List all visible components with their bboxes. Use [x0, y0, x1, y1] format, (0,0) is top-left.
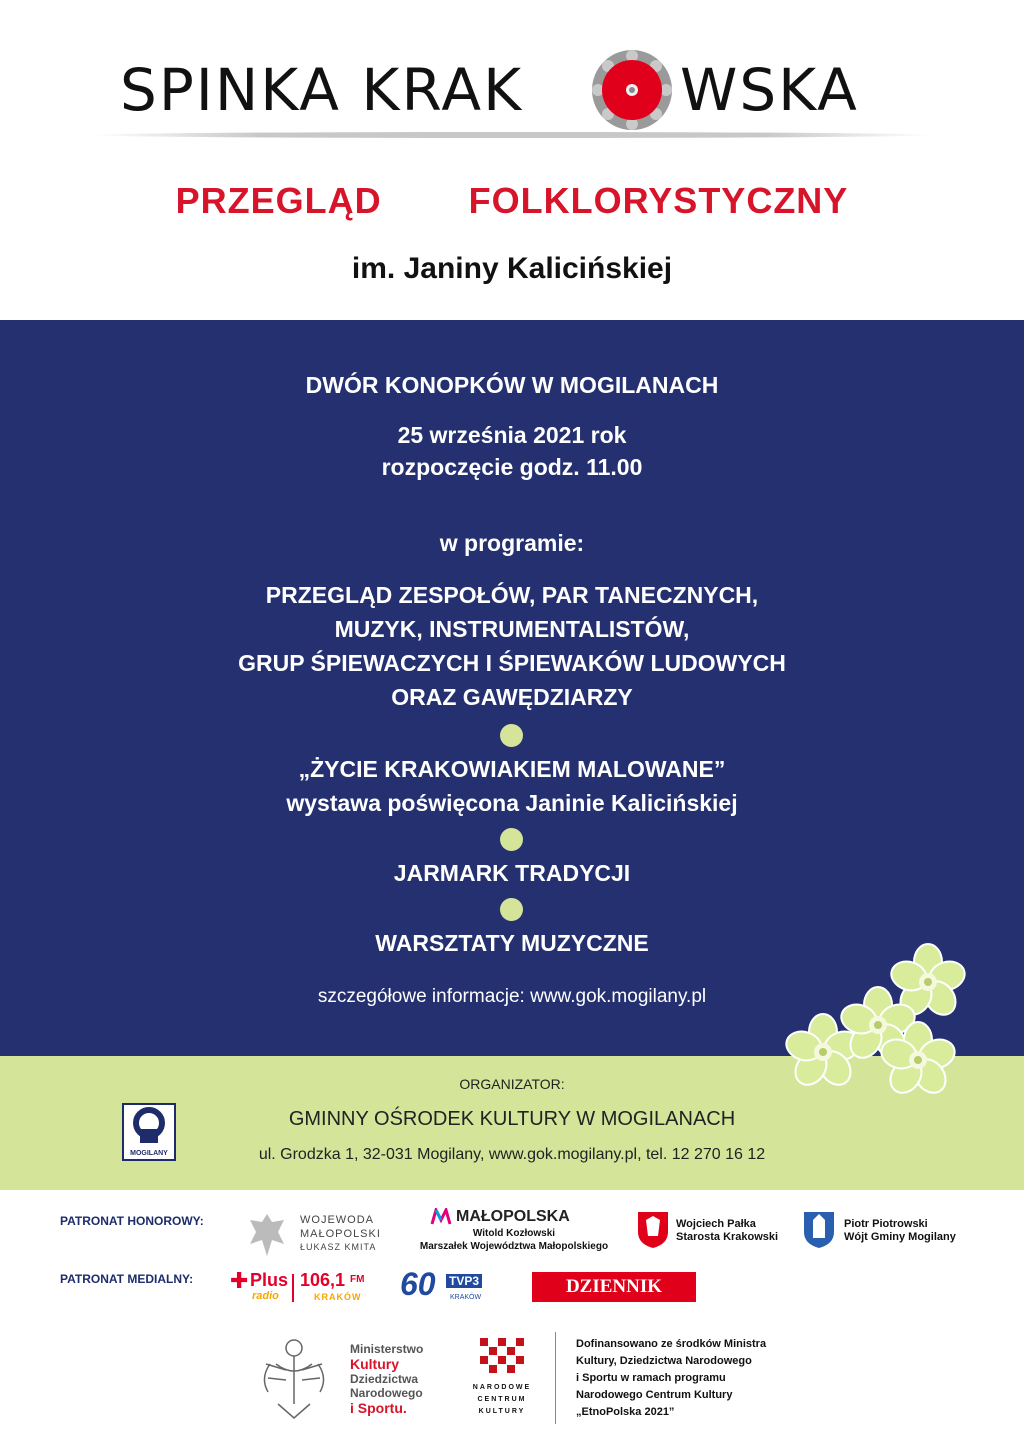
tvp3-badge: TVP3 — [446, 1274, 482, 1288]
workshops: WARSZTATY MUZYCZNE — [375, 930, 649, 956]
honorary-patronage-label: PATRONAT HONOROWY: — [60, 1214, 204, 1228]
organizer-label: ORGANIZATOR: — [459, 1076, 565, 1092]
nck-line: NARODOWE — [472, 1384, 532, 1391]
malopolska-person: Witold Kozłowski — [472, 1228, 556, 1239]
starosta-name: Wojciech Pałka — [676, 1218, 756, 1230]
radio-fm-logo — [300, 1270, 380, 1306]
program-label: w programie: — [439, 530, 585, 556]
organizer-name: GMINNY OŚRODEK KULTURY W MOGILANACH — [288, 1108, 736, 1130]
nck-line: CENTRUM — [477, 1396, 527, 1403]
fair: JARMARK TRADYCJI — [393, 860, 631, 886]
radio-plus-sub: radio — [252, 1290, 279, 1302]
powiat-crest-icon — [636, 1210, 670, 1250]
funding-text: Kultury, Dziedzictwa Narodowego — [576, 1355, 752, 1367]
wojt-role: Wójt Gminy Mogilany — [844, 1231, 956, 1243]
funding-text: Dofinansowano ze środków Ministra — [576, 1338, 767, 1350]
polish-eagle-icon — [256, 1334, 332, 1420]
eagle-emblem-icon — [246, 1210, 288, 1260]
nck-logo-icon — [478, 1336, 526, 1378]
wojewoda-line: ŁUKASZ KMITA — [300, 1242, 377, 1252]
funding-text: „EtnoPolska 2021” — [576, 1406, 675, 1418]
bullet-dot — [500, 898, 523, 921]
program-line: ORAZ GAWĘDZIARZY — [391, 684, 633, 710]
flower-decoration-icon — [778, 940, 978, 1110]
radio-plus-name: Plus — [250, 1270, 289, 1290]
mogilany-crest-icon — [802, 1210, 836, 1250]
exhibition-subtitle: wystawa poświęcona Janinie Kalicińskiej — [286, 790, 738, 816]
wojewoda-line: MAŁOPOLSKI — [300, 1228, 381, 1240]
wojewoda-line: WOJEWODA — [300, 1214, 374, 1226]
brooch-icon — [590, 48, 674, 132]
gok-logo-icon — [124, 1105, 174, 1149]
gok-logo-text: MOGILANY — [130, 1150, 168, 1157]
radio-plus-logo — [230, 1268, 289, 1306]
divider — [292, 1274, 294, 1302]
ministry-line: Narodowego — [350, 1386, 423, 1400]
start-time: rozpoczęcie godz. 11.00 — [381, 454, 643, 480]
page-title: PRZEGLĄD FOLKLORYSTYCZNY — [175, 180, 849, 221]
ministry-line: Ministerstwo — [350, 1342, 424, 1356]
ministry-line: i Sportu. — [350, 1400, 407, 1416]
bullet-dot — [500, 724, 523, 747]
fm-label: FM — [350, 1274, 365, 1285]
exhibition-title: „ŻYCIE KRAKOWIAKIEM MALOWANE” — [298, 756, 726, 782]
tvp3-logo — [400, 1266, 490, 1310]
logo-text-right: WSKA — [680, 56, 859, 124]
organizer-address: ul. Grodzka 1, 32-031 Mogilany, www.gok.mogilany.pl, tel. 12 270 16 12 — [258, 1146, 766, 1163]
logo-text-left: SPINKA KRAK — [120, 56, 524, 124]
divider — [555, 1332, 556, 1424]
logo — [0, 48, 1024, 138]
fm-city: KRAKÓW — [314, 1292, 362, 1302]
funding-text: i Sportu w ramach programu — [576, 1372, 726, 1384]
tvp3-city: KRAKÓW — [450, 1294, 482, 1301]
media-patronage-label: PATRONAT MEDIALNY: — [60, 1272, 194, 1286]
bullet-dot — [500, 828, 523, 851]
venue: DWÓR KONOPKÓW W MOGILANACH — [305, 372, 719, 398]
wojt-name: Piotr Piotrowski — [844, 1218, 928, 1230]
fm-frequency: 106,1 — [300, 1270, 346, 1290]
malopolska-logo-icon — [430, 1208, 452, 1226]
dziennik-polski-logo: DZIENNIK POLSKI — [532, 1272, 696, 1302]
logo-underline — [92, 132, 932, 138]
nck-line: KULTURY — [478, 1408, 526, 1415]
page-subtitle: im. Janiny Kalicińskiej — [351, 252, 673, 285]
program-line: PRZEGLĄD ZESPOŁÓW, PAR TANECZNYCH, — [265, 582, 759, 608]
funding-text: Narodowego Centrum Kultury — [576, 1389, 733, 1401]
plus-cross-icon: ✚ — [230, 1268, 249, 1293]
ministry-line: Dziedzictwa — [350, 1372, 419, 1386]
program-line: GRUP ŚPIEWACZYCH I ŚPIEWAKÓW LUDOWYCH — [238, 650, 786, 676]
malopolska-role: Marszałek Województwa Małopolskiego — [419, 1241, 609, 1252]
ministry-line: Kultury — [350, 1356, 399, 1372]
tvp-anniversary: 60 — [400, 1266, 436, 1302]
event-date: 25 września 2021 rok — [397, 422, 627, 448]
starosta-role: Starosta Krakowski — [676, 1231, 779, 1243]
info-url: szczegółowe informacje: www.gok.mogilany.pl — [317, 986, 707, 1007]
gok-logo — [122, 1103, 176, 1161]
malopolska-name: MAŁOPOLSKA — [456, 1208, 570, 1225]
program-line: MUZYK, INSTRUMENTALISTÓW, — [334, 616, 690, 642]
